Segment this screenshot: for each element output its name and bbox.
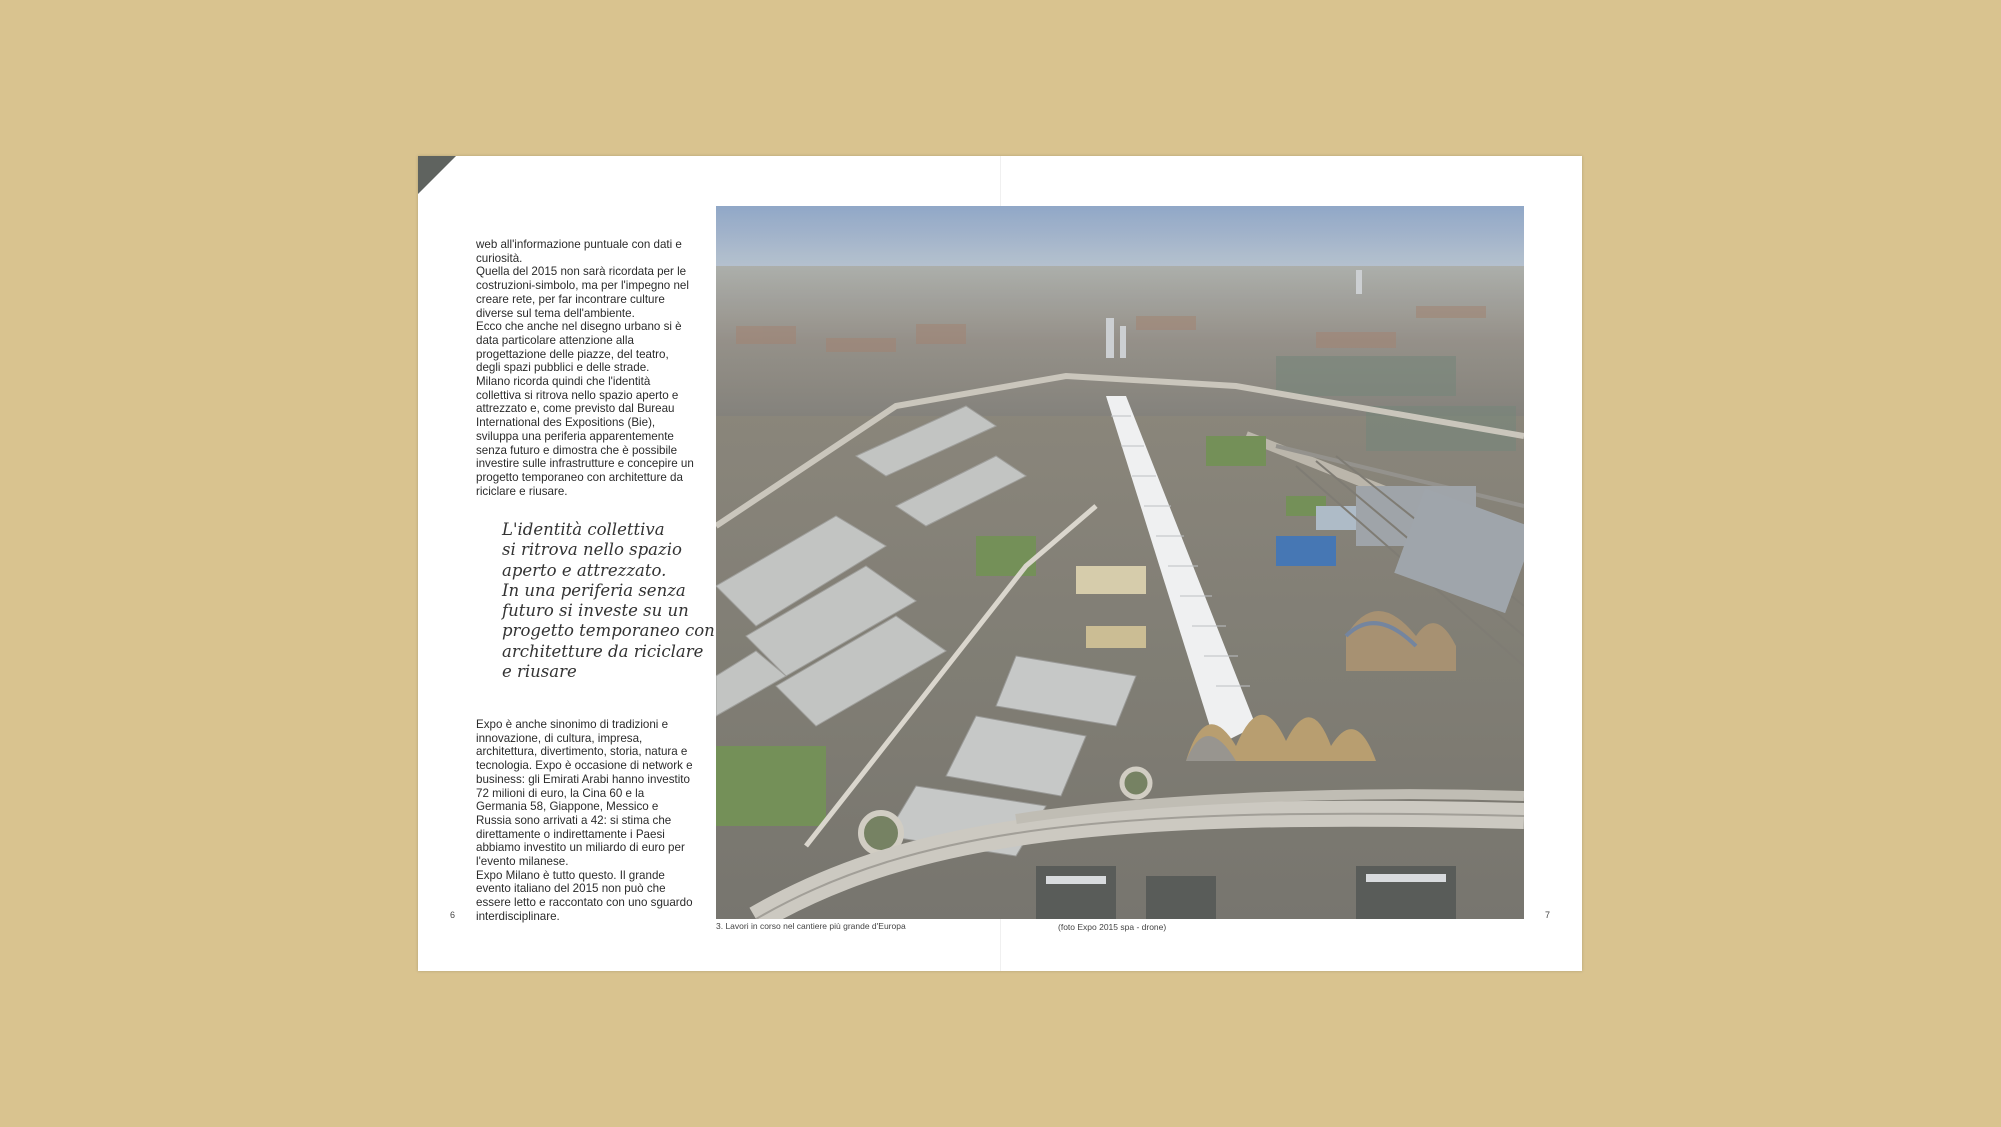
body-column-bottom bbox=[476, 718, 694, 924]
body-paragraph: Expo Milano è tutto questo. Il grande evento italiano del 2015 non può che essere letto e raccontato con uno sguardo interdisciplinare. bbox=[476, 868, 693, 923]
photo-credit: (foto Expo 2015 spa - drone) bbox=[1058, 922, 1167, 932]
corner-tab bbox=[418, 156, 456, 194]
pull-quote-line: architetture da riciclare bbox=[502, 641, 704, 661]
pull-quote-line: e riusare bbox=[502, 662, 577, 682]
body-paragraph: Milano ricorda quindi che l'identità collettiva si ritrova nello spazio aperto e attrezzato e, come previsto dal Bureau International des Expositions (Bie), sviluppa una periferia apparentemente senza futuro e dimostra che è possibile investire sulle infrastrutture e concepire un progetto temporaneo con architetture da riciclare e riusare. bbox=[476, 375, 694, 498]
body-paragraph: Expo è anche sinonimo di tradizioni e innovazione, di cultura, impresa, architettura, divertimento, storia, natura e tecnologia. Expo è occasione di network e business: gli Emirati Arabi hanno investito 72 milioni di euro, la Cina 60 e la Germania 58, Giappone, Messico e Russia sono arrivati a 42: si stima che direttamente o indirettamente i Paesi abbiamo investito un miliardo di euro per l'evento milanese. bbox=[476, 718, 693, 869]
page-number-left: 6 bbox=[450, 910, 456, 920]
body-paragraph: Quella del 2015 non sarà ricordata per le costruzioni-simbolo, ma per l'impegno nel creare rete, per far incontrare culture diverse sul tema dell'ambiente. bbox=[476, 265, 689, 320]
page-number-right: 7 bbox=[1545, 910, 1551, 920]
aerial-photo bbox=[716, 206, 1524, 919]
pull-quote-line: progetto temporaneo con bbox=[502, 621, 715, 641]
body-column-top bbox=[476, 238, 694, 498]
pull-quote bbox=[502, 520, 715, 682]
magazine-spread bbox=[418, 156, 1582, 971]
pull-quote-line: aperto e attrezzato. bbox=[502, 560, 667, 580]
pull-quote-line: In una periferia senza bbox=[502, 580, 686, 600]
pull-quote-line: L'identità collettiva bbox=[502, 520, 665, 539]
body-paragraph: web all'informazione puntuale con dati e curiosità. bbox=[476, 238, 682, 265]
aerial-photo-illustration bbox=[716, 206, 1524, 919]
pull-quote-line: futuro si investe su un bbox=[502, 601, 689, 621]
photo-caption: 3. Lavori in corso nel cantiere più grande d'Europa bbox=[716, 921, 906, 931]
body-paragraph: Ecco che anche nel disegno urbano si è data particolare attenzione alla progettazione delle piazze, del teatro, degli spazi pubblici e delle strade. bbox=[476, 320, 682, 375]
pull-quote-line: si ritrova nello spazio bbox=[502, 540, 682, 560]
